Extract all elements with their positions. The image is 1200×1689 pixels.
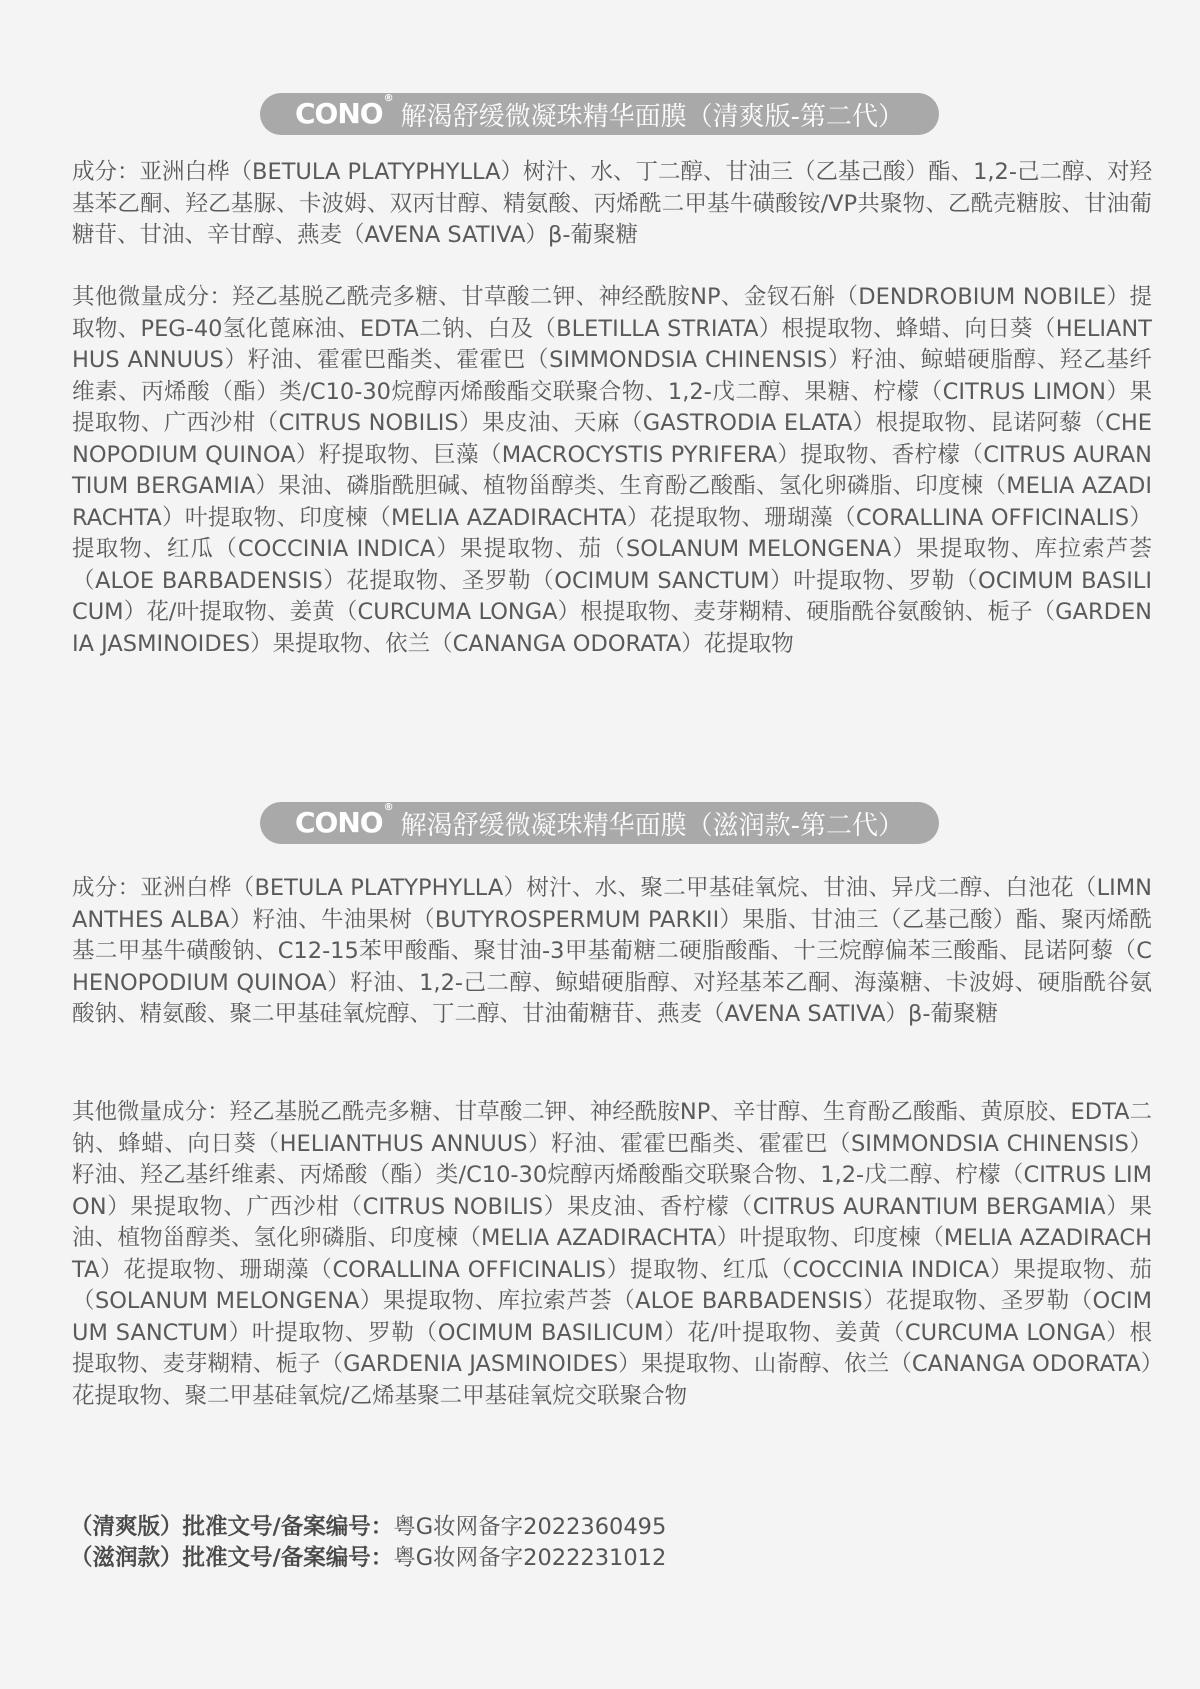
approval-label: （清爽版）批准文号/备案编号： — [70, 1514, 394, 1540]
approval-number-moisturizing — [70, 1543, 666, 1575]
minor-ingredients-text: 其他微量成分：羟乙基脱乙酰壳多糖、甘草酸二钾、神经酰胺NP、金钗石斛（DENDROBIUM NOBILE）提取物、PEG-40氢化蓖麻油、EDTA二钠、白及（BLETILLA STRIATA）根提取物、蜂蜡、向日葵（HELIANTHUS ANNUUS）籽油、霍霍巴酯类、霍霍巴（SIMMONDSIA CHINENSIS）籽油、鲸蜡硬脂醇、羟乙基纤维素、丙烯酸（酯）类/C10-30烷醇丙烯酸酯交联聚合物、1,2-戊二醇、果糖、柠檬（CITRUS LIMON）果提取物、广西沙柑（CITRUS NOBILIS）果皮油、天麻（GASTRODIA ELATA）根提取物、昆诺阿藜（CHENOPODIUM QUINOA）籽提取物、巨藻（MACROCYSTIS PYRIFERA）提取物、香柠檬（CITRUS AURANTIUM BERGAMIA）果油、磷脂酰胆碱、植物甾醇类、生育酚乙酸酯、氢化卵磷脂、印度楝（MELIA AZADIRACHTA）叶提取物、印度楝（MELIA AZADIRACHTA）花提取物、珊瑚藻（CORALLINA OFFICINALIS）提取物、红瓜（COCCINIA INDICA）果提取物、茄（SOLANUM MELONGENA）果提取物、库拉索芦荟（ALOE BARBADENSIS）花提取物、圣罗勒（OCIMUM SANCTUM）叶提取物、罗勒（OCIMUM BASILICUM）花/叶提取物、姜黄（CURCUMA LONGA）根提取物、麦芽糊精、硬脂酰谷氨酸钠、栀子（GARDENIA JASMINOIDES）果提取物、依兰（CANANGA ODORATA）花提取物 — [72, 284, 1152, 657]
approval-label: （滋润款）批准文号/备案编号： — [70, 1545, 394, 1571]
ingredients-text: 成分：亚洲白桦（BETULA PLATYPHYLLA）树汁、水、丁二醇、甘油三（乙基己酸）酯、1,2-己二醇、对羟基苯乙酮、羟乙基脲、卡波姆、双丙甘醇、精氨酸、丙烯酰二甲基牛磺酸铵/VP共聚物、乙酰壳糖胺、甘油葡糖苷、甘油、辛甘醇、燕麦（AVENA SATIVA）β-葡聚糖 — [72, 159, 1152, 248]
brand-logo: CONO® — [295, 92, 393, 130]
approval-number-refreshing — [70, 1512, 666, 1544]
brand-logo: CONO® — [295, 801, 393, 839]
product-title: 解渴舒缓微凝珠精华面膜（清爽版-第二代） — [400, 101, 904, 132]
ingredients-text: 成分：亚洲白桦（BETULA PLATYPHYLLA）树汁、水、聚二甲基硅氧烷、甘油、异戊二醇、白池花（LIMNANTHES ALBA）籽油、牛油果树（BUTYROSPERMUM PARKII）果脂、甘油三（乙基己酸）酯、聚丙烯酰基二甲基牛磺酸钠、C12-15苯甲酸酯、聚甘油-3甲基葡糖二硬脂酸酯、十三烷醇偏苯三酸酯、昆诺阿藜（CHENOPODIUM QUINOA）籽油、1,2-己二醇、鲸蜡硬脂醇、对羟基苯乙酮、海藻糖、卡波姆、硬脂酰谷氨酸钠、精氨酸、聚二甲基硅氧烷醇、丁二醇、甘油葡糖苷、燕麦（AVENA SATIVA）β-葡聚糖 — [72, 875, 1152, 1027]
approval-value: 粤G妆网备字2022360495 — [393, 1514, 667, 1540]
minor-ingredients-text: 其他微量成分：羟乙基脱乙酰壳多糖、甘草酸二钾、神经酰胺NP、辛甘醇、生育酚乙酸酯、黄原胶、EDTA二钠、蜂蜡、向日葵（HELIANTHUS ANNUUS）籽油、霍霍巴酯类、霍霍巴（SIMMONDSIA CHINENSIS）籽油、羟乙基纤维素、丙烯酸（酯）类/C10-30烷醇丙烯酸酯交联聚合物、1,2-戊二醇、柠檬（CITRUS LIMON）果提取物、广西沙柑（CITRUS NOBILIS）果皮油、香柠檬（CITRUS AURANTIUM BERGAMIA）果油、植物甾醇类、氢化卵磷脂、印度楝（MELIA AZADIRACHTA）叶提取物、印度楝（MELIA AZADIRACHTA）花提取物、珊瑚藻（CORALLINA OFFICINALIS）提取物、红瓜（COCCINIA INDICA）果提取物、茄（SOLANUM MELONGENA）果提取物、库拉索芦荟（ALOE BARBADENSIS）花提取物、圣罗勒（OCIMUM SANCTUM）叶提取物、罗勒（OCIMUM BASILICUM）花/叶提取物、姜黄（CURCUMA LONGA）根提取物、麦芽糊精、栀子（GARDENIA JASMINOIDES）果提取物、山嵛醇、依兰（CANANGA ODORATA）花提取物、聚二甲基硅氧烷/乙烯基聚二甲基硅氧烷交联聚合物 — [72, 1099, 1152, 1409]
product-title-banner-refreshing — [260, 93, 939, 135]
approval-value: 粤G妆网备字2022231012 — [393, 1545, 667, 1571]
product-title-banner-moisturizing — [260, 802, 939, 844]
product-title: 解渴舒缓微凝珠精华面膜（滋润款-第二代） — [400, 810, 904, 841]
